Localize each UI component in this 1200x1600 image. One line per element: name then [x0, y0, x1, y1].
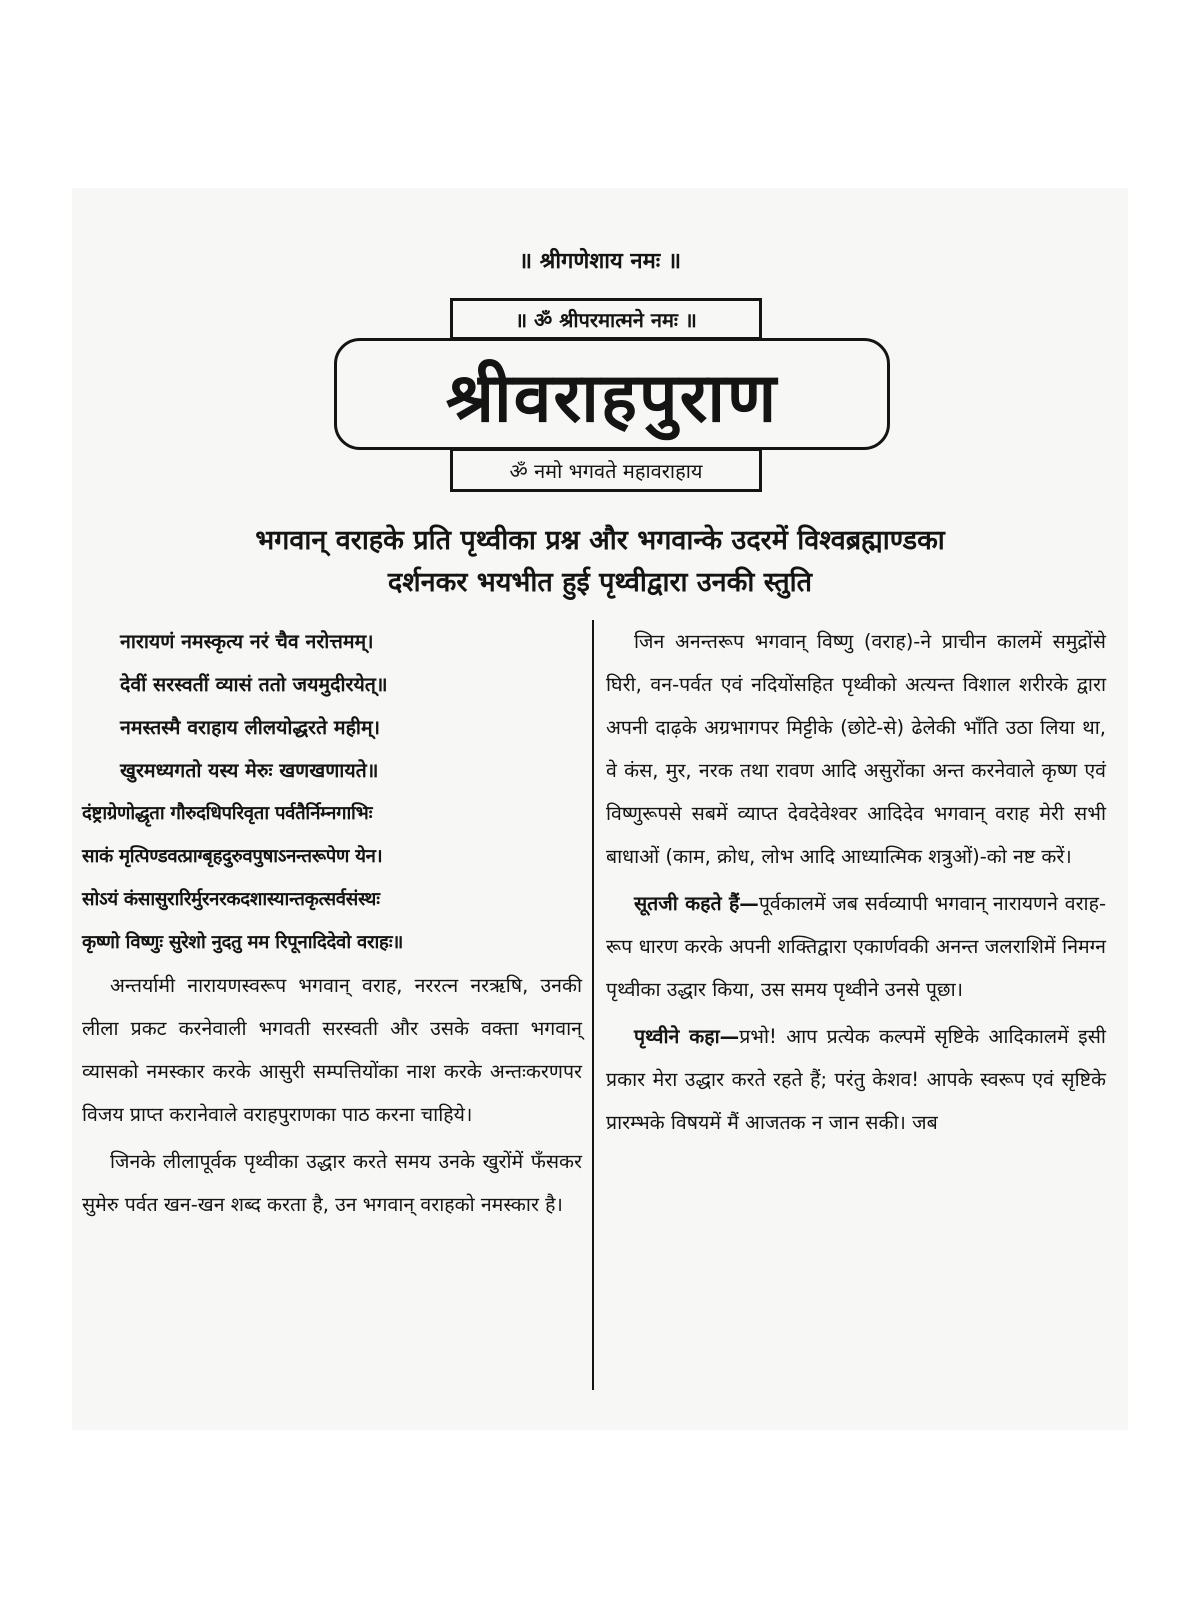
chapter-heading: [92, 520, 1108, 604]
paragraph: [606, 1015, 1106, 1144]
paragraph: अन्तर्यामी नारायणस्वरूप भगवान् वराह, नररत्न नरऋषि, उनकी लीला प्रकट करनेवाली भगवती सरस्वती और उसके वक्ता भगवान् व्यासको नमस्कार करके आसुरी सम्पत्तियोंका नाश करके अन्तःकरणपर विजय प्राप्त करानेवाले वराहपुराणका पाठ करना चाहिये।: [82, 974, 582, 1126]
column-divider: [592, 620, 594, 1390]
verse-line: साकं मृत्पिण्डवत्प्राग्बृहदुरुवपुषाऽनन्तरूपेण येन।: [82, 846, 383, 867]
verse-line: दंष्ट्राग्रेणोद्धृता गौरुदधिपरिवृता पर्वतैर्निम्नगाभिः: [82, 803, 373, 824]
paragraph-text: पूर्वकालमें जब सर्वव्यापी भगवान् नारायणने वराह-रूप धारण करके अपनी शक्तिद्वारा एकार्णवकी अनन्त जलराशिमें निमग्न पृथ्वीका उद्धार किया, उस समय पृथ्वीने उनसे पूछा।: [606, 892, 1106, 1001]
verse-line: खुरमध्यगतो यस्य मेरुः खणखणायते॥: [120, 759, 379, 782]
invocation-paramatma-box: ॥ ॐ श्रीपरमात्मने नमः ॥: [450, 298, 762, 340]
book-title: श्रीवराहपुराण: [334, 338, 890, 450]
invocation-varaha-box: ॐ नमो भगवते महावराहाय: [450, 448, 762, 492]
paragraph-text: प्रभो! आप प्रत्येक कल्पमें सृष्टिके आदिकालमें इसी प्रकार मेरा उद्धार करते रहते हैं; परंतु केशव! आपके स्वरूप एवं सृष्टिके प्रारम्भके विषयमें मैं आजतक न जान सकी। जब: [606, 1025, 1106, 1134]
verse-line: कृष्णो विष्णुः सुरेशो नुदतु मम रिपूनादिदेवो वराहः॥: [82, 932, 404, 953]
verse-line: नमस्तस्मै वराहाय लीलयोद्धरते महीम्।: [120, 716, 381, 739]
left-column: [82, 620, 582, 1226]
paragraph: जिनके लीलापूर्वक पृथ्वीका उद्धार करते समय उनके खुरोंमें फँसकर सुमेरु पर्वत खन-खन शब्द करता है, उन भगवान् वराहको नमस्कार है।: [82, 1150, 582, 1216]
scanned-page: [72, 188, 1128, 1430]
chapter-heading-line-2: दर्शनकर भयभीत हुई पृथ्वीद्वारा उनकी स्तुति: [387, 567, 813, 598]
paragraph: [606, 882, 1106, 1011]
invocation-ganesha: ॥ श्रीगणेशाय नमः ॥: [518, 249, 682, 274]
speaker-label: पृथ्वीने कहा—: [634, 1025, 740, 1048]
verse-line: सोऽयं कंसासुरारिर्मुरनरकदशास्यान्तकृत्सर्वसंस्थः: [82, 889, 380, 910]
chapter-heading-line-1: भगवान् वराहके प्रति पृथ्वीका प्रश्न और भगवान्के उदरमें विश्वब्रह्माण्डका: [255, 525, 945, 556]
verse-line: देवीं सरस्वतीं व्यासं ततो जयमुदीरयेत्॥: [120, 673, 388, 696]
speaker-label: सूतजी कहते हैं—: [634, 892, 759, 915]
right-column: [606, 620, 1106, 1144]
verse-line: नारायणं नमस्कृत्य नरं चैव नरोत्तमम्।: [120, 630, 374, 653]
paragraph: जिन अनन्तरूप भगवान् विष्णु (वराह)-ने प्राचीन कालमें समुद्रोंसे घिरी, वन-पर्वत एवं नदियोंसहित पृथ्वीको अत्यन्त विशाल शरीरके द्वारा अपनी दाढ़के अग्रभागपर मिट्टीके (छोटे-से) ढेलेकी भाँति उठा लिया था, वे कंस, मुर, नरक तथा रावण आदि असुरोंका अन्त करनेवाले कृष्ण एवं विष्णुरूपसे सबमें व्याप्त देवदेवेश्वर आदिदेव भगवान् वराह मेरी सभी बाधाओं (काम, क्रोध, लोभ आदि आध्यात्मिक शत्रुओं)-को नष्ट करें।: [606, 630, 1106, 868]
